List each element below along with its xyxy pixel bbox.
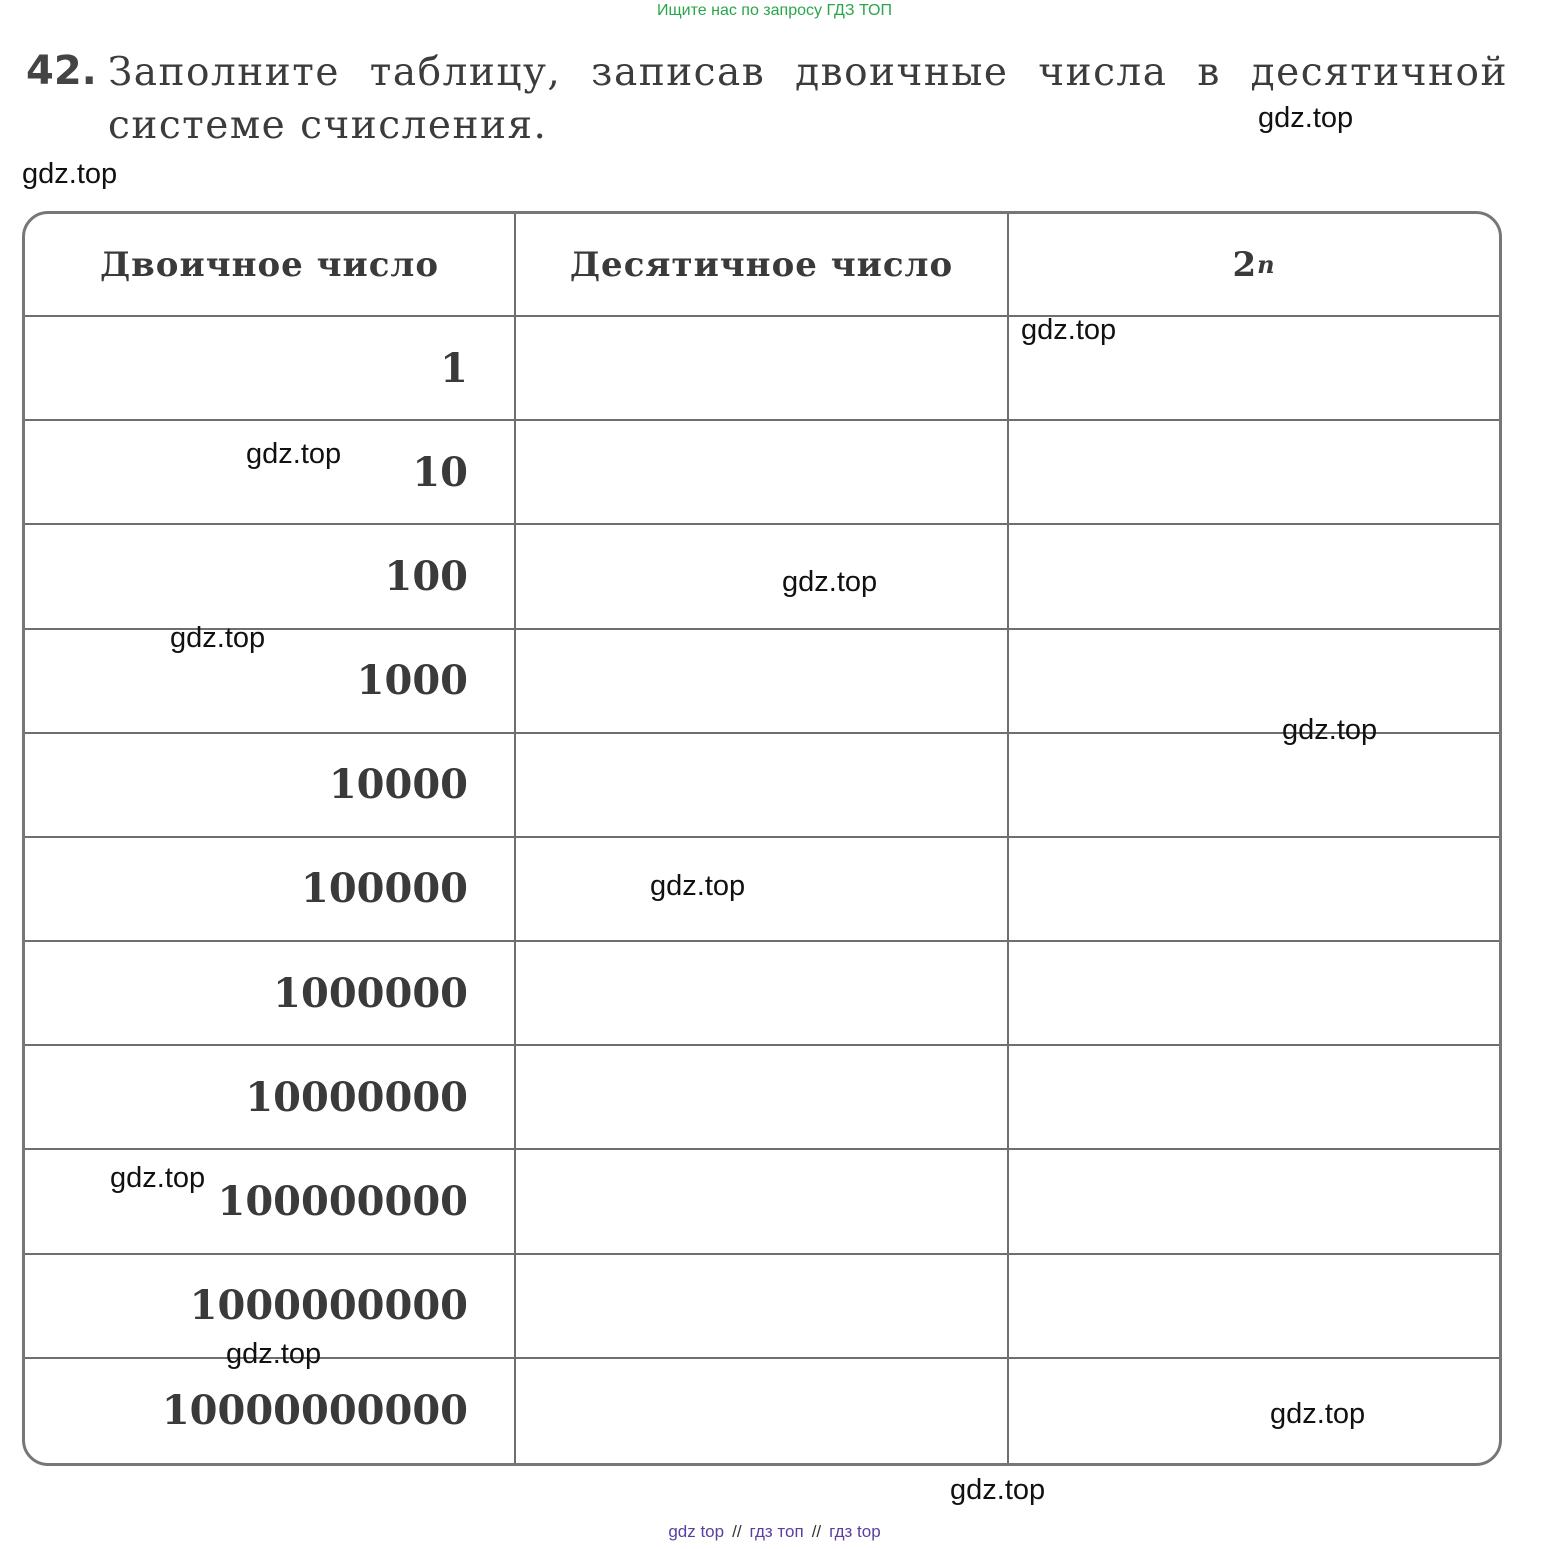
decimal-cell[interactable] — [516, 942, 1009, 1046]
binary-cell: 100 — [25, 525, 516, 629]
power-cell[interactable] — [1009, 421, 1499, 525]
header-binary: Двоичное число — [25, 214, 516, 317]
binary-cell: 1000000 — [25, 942, 516, 1046]
binary-cell: 100000 — [25, 838, 516, 942]
power-cell[interactable] — [1009, 942, 1499, 1046]
watermark: gdz.top — [226, 1338, 322, 1370]
header-decimal: Десятичное число — [516, 214, 1009, 317]
binary-cell: 1 — [25, 317, 516, 421]
footer-link-gdz-top-mixed[interactable]: гдз top — [829, 1522, 881, 1541]
decimal-cell[interactable] — [516, 525, 1009, 629]
decimal-cell[interactable] — [516, 1150, 1009, 1254]
header-power-exp: n — [1257, 250, 1276, 279]
power-cell[interactable] — [1009, 1046, 1499, 1150]
footer-separator: // — [811, 1522, 822, 1541]
watermark: gdz.top — [1021, 314, 1117, 346]
binary-cell: 10000000 — [25, 1046, 516, 1150]
top-banner-link[interactable]: Ищите нас по запросу ГДЗ ТОП — [657, 2, 892, 19]
decimal-cell[interactable] — [516, 317, 1009, 421]
watermark: gdz.top — [22, 158, 118, 190]
task-number: 42. — [26, 48, 97, 94]
watermark: gdz.top — [782, 566, 878, 598]
binary-cell: 10000000000 — [25, 1359, 516, 1463]
footer-links — [0, 1522, 1549, 1542]
binary-cell: 1000 — [25, 630, 516, 734]
watermark: gdz.top — [950, 1474, 1046, 1506]
decimal-cell[interactable] — [516, 630, 1009, 734]
power-cell[interactable] — [1009, 630, 1499, 734]
decimal-cell[interactable] — [516, 1255, 1009, 1359]
power-cell[interactable] — [1009, 525, 1499, 629]
watermark: gdz.top — [246, 438, 342, 470]
footer-link-gdz-top[interactable]: gdz top — [668, 1522, 725, 1541]
header-power-base: 2 — [1232, 244, 1258, 285]
power-cell[interactable] — [1009, 734, 1499, 838]
watermark: gdz.top — [650, 870, 746, 902]
binary-cell: 10000 — [25, 734, 516, 838]
decimal-cell[interactable] — [516, 1359, 1009, 1463]
binary-cell: 1000000000 — [25, 1255, 516, 1359]
power-cell[interactable] — [1009, 1359, 1499, 1463]
watermark: gdz.top — [110, 1162, 206, 1194]
watermark: gdz.top — [1270, 1398, 1366, 1430]
decimal-cell[interactable] — [516, 421, 1009, 525]
binary-cell: 100000000 — [25, 1150, 516, 1254]
footer-link-gdz-top-ru[interactable]: гдз топ — [749, 1522, 804, 1541]
watermark: gdz.top — [170, 622, 266, 654]
power-cell[interactable] — [1009, 1150, 1499, 1254]
decimal-cell[interactable] — [516, 838, 1009, 942]
decimal-cell[interactable] — [516, 734, 1009, 838]
power-cell[interactable] — [1009, 1255, 1499, 1359]
binary-cell: 10 — [25, 421, 516, 525]
decimal-cell[interactable] — [516, 1046, 1009, 1150]
footer-separator: // — [732, 1522, 742, 1541]
watermark: gdz.top — [1258, 102, 1354, 134]
header-power — [1009, 214, 1499, 317]
power-cell[interactable] — [1009, 838, 1499, 942]
task-text: Заполните таблицу, записав двоичные числа в десятичной системе счисления. — [108, 50, 1508, 148]
watermark: gdz.top — [1282, 714, 1378, 746]
answer-table — [22, 211, 1502, 1466]
